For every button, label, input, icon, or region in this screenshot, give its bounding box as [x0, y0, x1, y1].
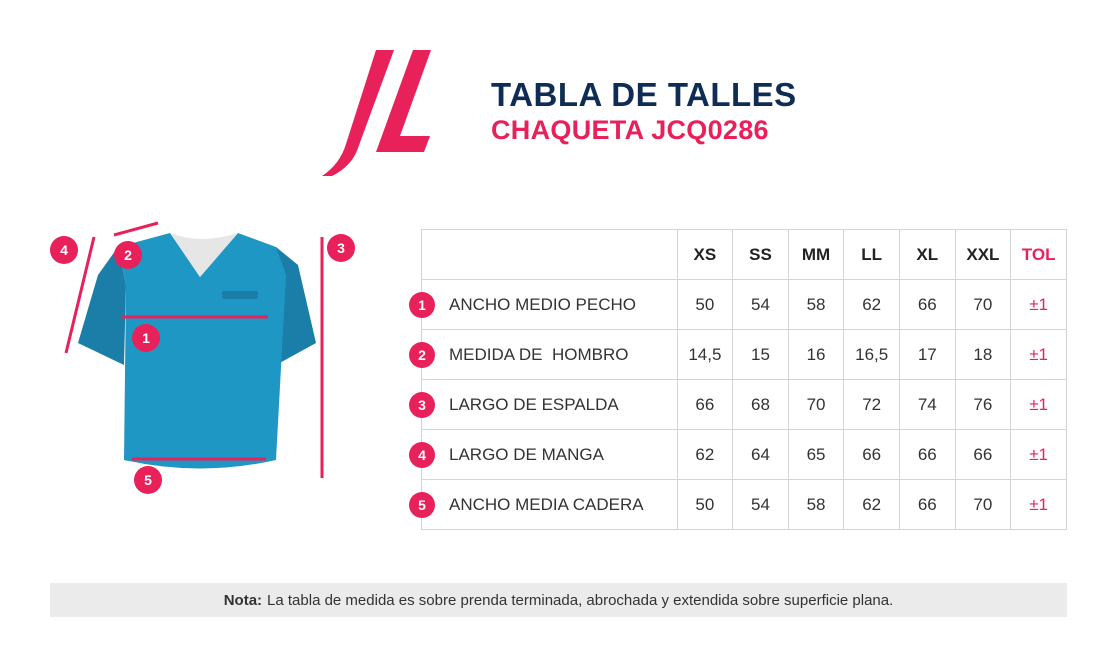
header-empty-cell — [422, 230, 678, 280]
size-table — [418, 229, 1067, 530]
row-number-badge: 2 — [409, 342, 435, 368]
marker-5 — [134, 466, 162, 494]
table-cell: 70 — [788, 380, 844, 430]
shoulder-line — [114, 223, 158, 235]
svg-text:2: 2 — [124, 247, 132, 263]
column-header: XXL — [955, 230, 1011, 280]
row-label-cell — [418, 280, 678, 330]
column-header: LL — [844, 230, 900, 280]
row-number-badge: 3 — [409, 392, 435, 418]
table-cell: 17 — [900, 330, 956, 380]
table-cell: 66 — [900, 430, 956, 480]
marker-3 — [327, 234, 355, 262]
garment-diagram — [40, 215, 370, 505]
row-label: MEDIDA DE HOMBRO — [449, 344, 629, 364]
row-label-cell — [418, 480, 678, 530]
table-cell: 62 — [844, 480, 900, 530]
product-subtitle: CHAQUETA JCQ0286 — [491, 115, 769, 145]
table-cell: 64 — [733, 430, 789, 480]
table-row — [422, 380, 1067, 430]
table-cell: 66 — [677, 380, 733, 430]
column-header: XL — [900, 230, 956, 280]
table-row — [422, 330, 1067, 380]
svg-text:4: 4 — [60, 242, 68, 258]
table-cell: 54 — [733, 280, 789, 330]
table-cell: 62 — [677, 430, 733, 480]
table-cell: 66 — [844, 430, 900, 480]
table-cell: 70 — [955, 280, 1011, 330]
table-cell: 74 — [900, 380, 956, 430]
marker-1 — [132, 324, 160, 352]
column-header: XS — [677, 230, 733, 280]
table-cell: 66 — [900, 280, 956, 330]
row-label-cell — [418, 330, 678, 380]
column-header-tol: TOL — [1011, 230, 1067, 280]
marker-2 — [114, 241, 142, 269]
note-label: Nota: — [223, 591, 263, 609]
table-cell: 14,5 — [677, 330, 733, 380]
tolerance-cell: ±1 — [1011, 430, 1067, 480]
table-cell: 16,5 — [844, 330, 900, 380]
table-cell: 16 — [788, 330, 844, 380]
table-cell: 72 — [844, 380, 900, 430]
row-label-cell — [418, 430, 678, 480]
table-cell: 65 — [788, 430, 844, 480]
table-cell: 18 — [955, 330, 1011, 380]
row-label: LARGO DE ESPALDA — [449, 394, 619, 414]
tolerance-cell: ±1 — [1011, 380, 1067, 430]
svg-text:5: 5 — [144, 472, 152, 488]
table-cell: 76 — [955, 380, 1011, 430]
svg-text:3: 3 — [337, 240, 345, 256]
row-label: LARGO DE MANGA — [449, 444, 604, 464]
marker-4 — [50, 236, 78, 264]
table-cell: 58 — [788, 480, 844, 530]
column-header: MM — [788, 230, 844, 280]
table-row — [422, 430, 1067, 480]
table-cell: 58 — [788, 280, 844, 330]
table-row — [422, 480, 1067, 530]
row-label: ANCHO MEDIA CADERA — [449, 494, 644, 514]
table-cell: 70 — [955, 480, 1011, 530]
row-number-badge: 1 — [409, 292, 435, 318]
page-title: TABLA DE TALLES — [491, 76, 797, 113]
pocket — [222, 291, 258, 299]
tolerance-cell: ±1 — [1011, 330, 1067, 380]
table-cell: 68 — [733, 380, 789, 430]
table-row — [422, 280, 1067, 330]
table-cell: 62 — [844, 280, 900, 330]
row-label-cell — [418, 380, 678, 430]
row-number-badge: 5 — [409, 492, 435, 518]
column-header: SS — [733, 230, 789, 280]
table-cell: 54 — [733, 480, 789, 530]
row-number-badge: 4 — [409, 442, 435, 468]
jl-logo-icon — [318, 48, 433, 176]
tolerance-cell: ±1 — [1011, 280, 1067, 330]
table-cell: 15 — [733, 330, 789, 380]
row-label: ANCHO MEDIO PECHO — [449, 294, 637, 314]
svg-text:1: 1 — [142, 330, 150, 346]
note-bar — [50, 583, 1067, 617]
table-cell: 50 — [677, 280, 733, 330]
table-cell: 50 — [677, 480, 733, 530]
table-header-row — [422, 230, 1067, 280]
note-text: La tabla de medida es sobre prenda terminada, abrochada y extendida sobre superficie plana. — [267, 591, 894, 609]
tolerance-cell: ±1 — [1011, 480, 1067, 530]
table-cell: 66 — [955, 430, 1011, 480]
table-cell: 66 — [900, 480, 956, 530]
